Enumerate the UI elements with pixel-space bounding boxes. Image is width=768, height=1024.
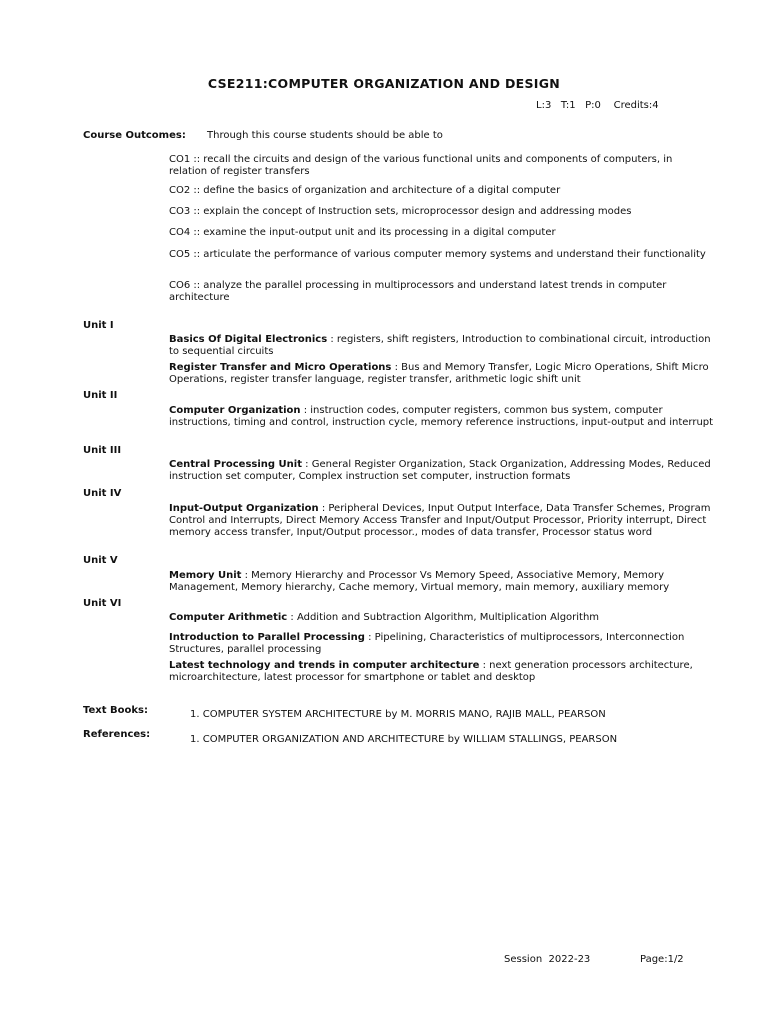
topic-text: : registers, shift registers, Introduction to combinational circuit, introduction to sequential circuits [169,334,711,357]
topic-text: : Bus and Memory Transfer, Logic Micro Operations, Shift Micro Operations, register transfer language, register transfer, arithmetic logic shift unit [169,362,709,385]
references-label: References: [83,729,151,740]
unit-topic [169,405,714,429]
topic-heading: Basics Of Digital Electronics [169,334,328,345]
unit-label: Unit VI [83,598,122,609]
topic-heading: Computer Arithmetic [169,612,288,623]
unit-label: Unit II [83,390,118,401]
unit-topic [169,660,714,684]
text-book-item: 1. COMPUTER SYSTEM ARCHITECTURE by M. MORRIS MANO, RAJIB MALL, PEARSON [190,709,606,720]
co-item: CO4 :: examine the input-output unit and its processing in a digital computer [169,227,556,238]
topic-text: : Pipelining, Characteristics of multiprocessors, Interconnection Structures, parallel processing [169,632,685,655]
co-item: CO5 :: articulate the performance of various computer memory systems and understand their functionality [169,249,706,260]
unit-topic [169,632,714,656]
co-item: CO6 :: analyze the parallel processing in multiprocessors and understand latest trends in computer architecture [169,280,667,303]
unit-label: Unit IV [83,488,122,499]
topic-heading: Computer Organization [169,405,301,416]
course-outcomes-label: Course Outcomes: [83,130,186,141]
footer-session: Session 2022-23 [504,954,591,965]
topic-text: : Addition and Subtraction Algorithm, Multiplication Algorithm [287,612,600,623]
co-item: CO1 :: recall the circuits and design of the various functional units and components of computers, in relation of register transfers [169,154,673,177]
topic-heading: Latest technology and trends in computer architecture [169,660,480,671]
topic-heading: Register Transfer and Micro Operations [169,362,392,373]
topic-heading: Memory Unit [169,570,242,581]
page-title: CSE211:COMPUTER ORGANIZATION AND DESIGN [207,76,561,91]
topic-text: : next generation processors architecture, microarchitecture, latest processor for smartphone or tablet and desktop [169,660,693,683]
unit-label: Unit I [83,320,114,331]
co-item: CO3 :: explain the concept of Instruction sets, microprocessor design and addressing modes [169,206,632,217]
unit-topic [169,503,714,539]
footer-page-number: Page:1/2 [640,954,684,965]
unit-topic [169,612,714,624]
topic-text: : Peripheral Devices, Input Output Interface, Data Transfer Schemes, Program Control and Interrupts, Direct Memory Access Transfer and Input/Output Processor, Priority interrupt, Direct memory access transfer, Input/Output processor., modes of data transfer, Processor status word [169,503,711,538]
co-item: CO2 :: define the basics of organization and architecture of a digital computer [169,185,561,196]
topic-text: : Memory Hierarchy and Processor Vs Memory Speed, Associative Memory, Memory Management, Memory hierarchy, Cache memory, Virtual memory, main memory, auxiliary memory [169,570,670,593]
text-books-label: Text Books: [83,705,148,716]
unit-topic [169,459,714,483]
unit-topic [169,362,714,386]
course-outcomes-intro: Through this course students should be able to [207,130,443,141]
topic-heading: Introduction to Parallel Processing [169,632,365,643]
unit-label: Unit III [83,445,122,456]
reference-item: 1. COMPUTER ORGANIZATION AND ARCHITECTURE by WILLIAM STALLINGS, PEARSON [190,734,618,745]
topic-heading: Central Processing Unit [169,459,302,470]
unit-topic [169,334,714,358]
unit-topic [169,570,714,594]
unit-label: Unit V [83,555,118,566]
topic-heading: Input-Output Organization [169,503,319,514]
topic-text: : General Register Organization, Stack Organization, Addressing Modes, Reduced instruction set computer, Complex instruction set computer, instruction formats [169,459,711,482]
topic-text: : instruction codes, computer registers, common bus system, computer instructions, timing and control, instruction cycle, memory reference instructions, input-output and interrupt [169,405,714,428]
credits-line: L:3 T:1 P:0 Credits:4 [536,100,659,111]
